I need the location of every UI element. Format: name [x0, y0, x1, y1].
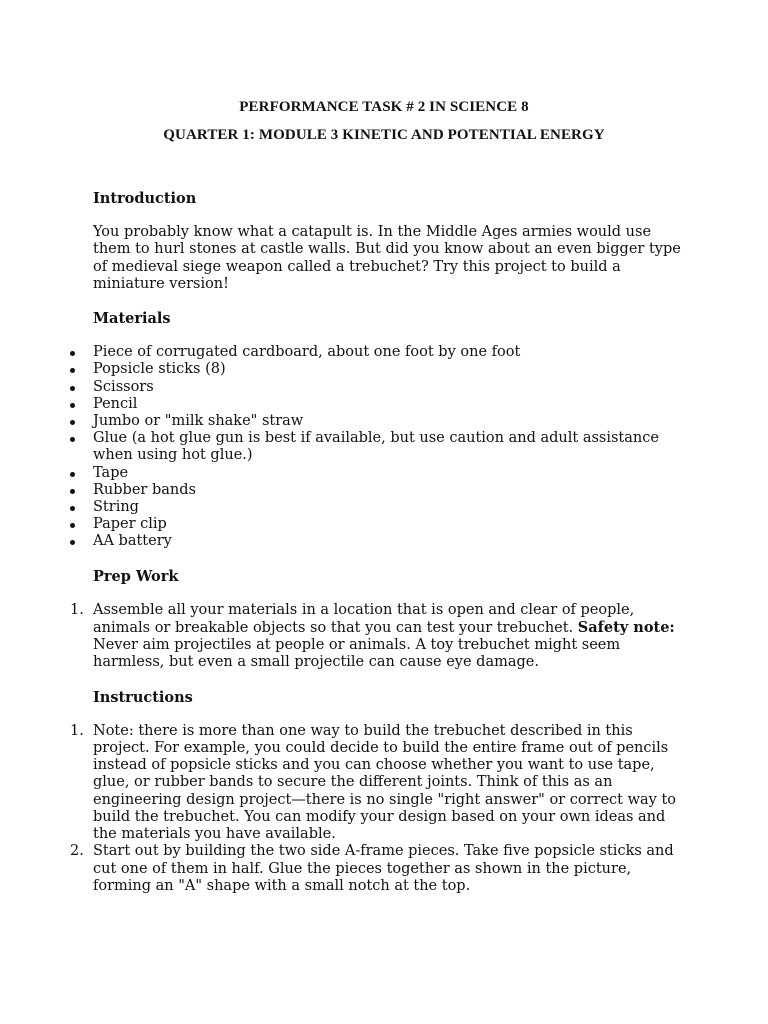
instructions-section	[70, 688, 693, 895]
bullet-icon	[70, 386, 75, 391]
introduction-section	[93, 190, 693, 293]
material-item: Glue (a hot glue gun is best if available, but use caution and adult assistance when using hot glue.)	[93, 430, 659, 464]
step-number: 2.	[70, 843, 84, 860]
list-item	[93, 361, 693, 378]
step-number: 1.	[70, 722, 84, 739]
materials-heading: Materials	[93, 310, 171, 328]
document-subtitle: QUARTER 1: MODULE 3 KINETIC AND POTENTIAL ENERGY	[163, 127, 605, 143]
list-item	[93, 430, 693, 464]
bullet-icon	[70, 351, 75, 356]
list-item	[93, 499, 693, 516]
materials-section	[93, 310, 693, 551]
bullet-icon	[70, 420, 75, 425]
step-number: 1.	[70, 601, 84, 618]
introduction-heading: Introduction	[93, 190, 197, 207]
bullet-icon	[70, 540, 75, 545]
bullet-icon	[70, 523, 75, 528]
list-item	[93, 379, 693, 396]
list-item	[70, 843, 693, 895]
material-item: Piece of corrugated cardboard, about one foot by one foot	[93, 344, 521, 361]
prep-work-heading: Prep Work	[93, 567, 179, 585]
bullet-icon	[70, 368, 75, 373]
material-item: Pencil	[93, 395, 138, 412]
step-text: Start out by building the two side A-frame pieces. Take five popsicle sticks and cut one of them in half. Glue the pieces together as shown in the picture, forming an "A" shape with a small notch at the top.	[93, 843, 674, 894]
list-item	[93, 516, 693, 533]
material-item: Scissors	[93, 378, 154, 395]
step-text: Never aim projectiles at people or animals. A toy trebuchet might seem harmless, but even a small projectile can cause eye damage.	[93, 637, 621, 671]
instructions-heading: Instructions	[93, 688, 193, 706]
safety-note-label: Safety note:	[577, 619, 675, 637]
list-item	[93, 482, 693, 499]
material-item: Tape	[93, 464, 129, 481]
bullet-icon	[70, 403, 75, 408]
instructions-list	[70, 722, 693, 895]
list-item	[93, 396, 693, 413]
step-text: Note: there is more than one way to build the trebuchet described in this project. For example, you could decide to build the entire frame out of pencils instead of popsicle sticks and you can choose whether you want to use tape, glue, or rubber bands to secure the different joints. Think of this as an engineering design project—there is no single "right answer" or correct way to build the trebuchet. You can modify your design based on your own ideas and the materials you have available.	[93, 722, 676, 843]
material-item: Paper clip	[93, 516, 167, 533]
material-item: String	[93, 499, 139, 516]
list-item	[70, 601, 693, 672]
material-item: Popsicle sticks (8)	[93, 361, 226, 378]
list-item	[93, 413, 693, 430]
material-item: AA battery	[93, 533, 172, 550]
materials-list	[93, 344, 693, 550]
bullet-icon	[70, 472, 75, 477]
document-body	[70, 190, 693, 912]
document-title: PERFORMANCE TASK # 2 IN SCIENCE 8	[239, 99, 529, 115]
introduction-text: You probably know what a catapult is. In the Middle Ages armies would use them to hurl stones at castle walls. But did you know about an even bigger type of medieval siege weapon called a trebuchet? Try this project to build a miniature version!	[93, 224, 681, 292]
material-item: Rubber bands	[93, 481, 196, 498]
bullet-icon	[70, 489, 75, 494]
step-text: Assemble all your materials in a location that is open and clear of people, animals or breakable objects so that you can test your trebuchet.	[93, 601, 635, 637]
list-item	[70, 722, 693, 843]
material-item: Jumbo or "milk shake" straw	[93, 413, 304, 430]
list-item	[93, 533, 693, 550]
prep-work-section	[70, 567, 693, 672]
list-item	[93, 465, 693, 482]
list-item	[93, 344, 693, 361]
prep-work-list	[70, 601, 693, 672]
bullet-icon	[70, 437, 75, 442]
bullet-icon	[70, 506, 75, 511]
